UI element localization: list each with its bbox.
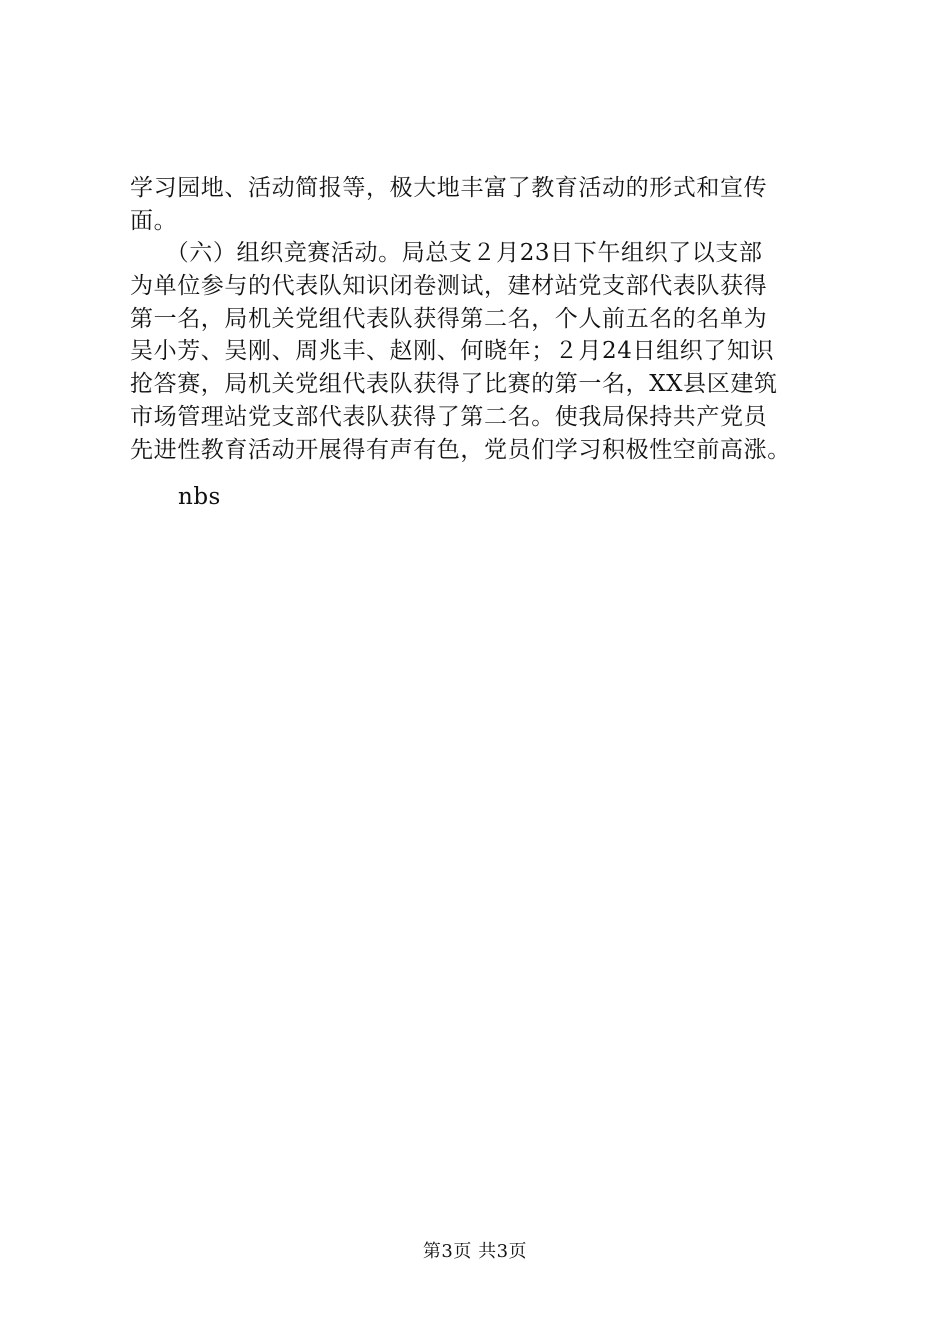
text-line: 为单位参与的代表队知识闭卷测试，建材站党支部代表队获得	[130, 273, 768, 300]
text-line: （六）组织竞赛活动。局总支２月23日下午组织了以支部	[130, 240, 763, 267]
text-line: 学习园地、活动简报等，极大地丰富了教育活动的形式和宣传	[130, 175, 768, 201]
text-line: 先进性教育活动开展得有声有色，党员们学习积极性空前高涨。	[130, 436, 791, 463]
text-line: 第一名，局机关党组代表队获得第二名，个人前五名的名单为	[130, 305, 768, 332]
page-footer: 第3页 共3页	[422, 1241, 528, 1262]
text-line: 面。	[130, 207, 178, 234]
body-paragraphs	[130, 172, 850, 466]
text-line: 吴小芳、吴刚、周兆丰、赵刚、何晓年；２月24日组织了知识	[130, 338, 775, 365]
text-line: 抢答赛，局机关党组代表队获得了比赛的第一名，XX县区建筑	[130, 371, 778, 398]
text-line: 市场管理站党支部代表队获得了第二名。使我局保持共产党员	[130, 403, 768, 430]
text-fragment: nbs	[178, 484, 221, 510]
